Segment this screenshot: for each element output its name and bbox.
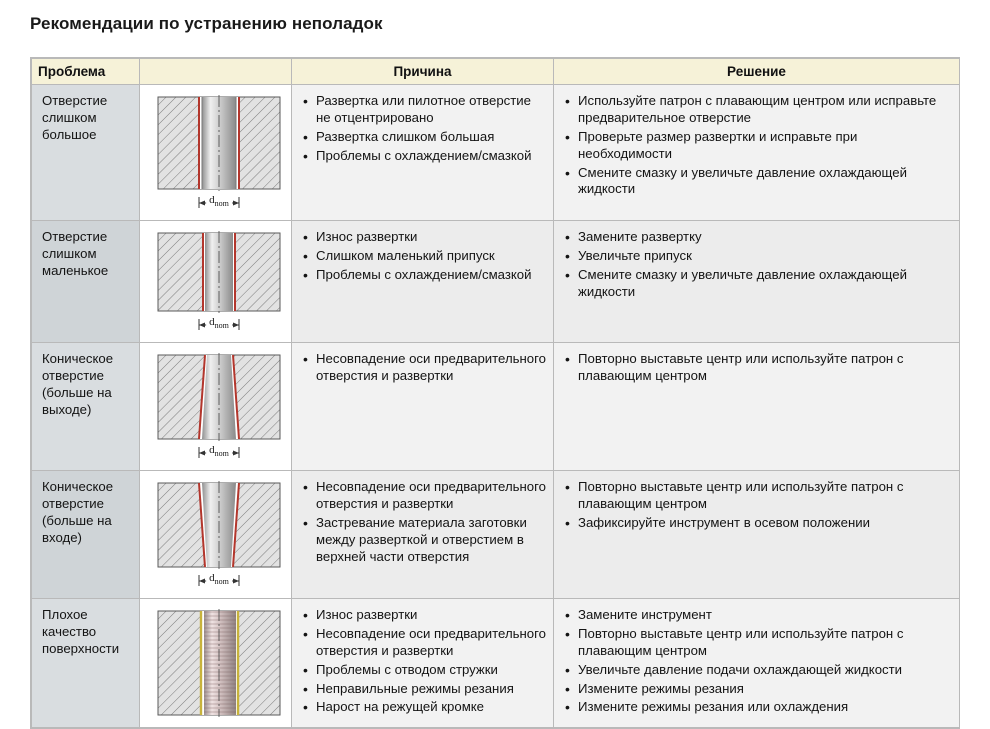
row-problem-label — [32, 221, 140, 343]
taper-wider-at-entry-figure — [150, 479, 288, 590]
list-item: • Проблемы с охлаждением/смазкой — [302, 267, 547, 284]
page-title: Рекомендации по устранению неполадок — [30, 14, 383, 33]
header-solution: Решение — [554, 59, 960, 85]
hole-too-small-figure — [150, 229, 288, 334]
list-item: • Износ развертки — [302, 229, 547, 246]
header-problem: Проблема — [32, 59, 140, 85]
hole-too-large-figure — [150, 93, 288, 212]
row-solutions — [554, 471, 960, 599]
list-item: • Повторно выставьте центр или используйте патрон с плавающим центром — [564, 479, 953, 513]
list-item: • Развертка слишком большая — [302, 129, 547, 146]
problem-text: Отверстие слишком большое — [42, 93, 108, 142]
list-item: • Проблемы с отводом стружки — [302, 662, 547, 679]
table-header-row — [32, 59, 960, 85]
row-solutions — [554, 343, 960, 471]
list-item: • Слишком маленький припуск — [302, 248, 547, 265]
list-item: • Увеличьте давление подачи охлаждающей жидкости — [564, 662, 953, 679]
list-item: • Замените инструмент — [564, 607, 953, 624]
list-item: • Измените режимы резания или охлаждения — [564, 699, 953, 716]
taper-wider-at-exit-figure — [150, 351, 288, 462]
problem-text: Плохое качество поверхности — [42, 607, 120, 656]
list-item: • Повторно выставьте центр или используйте патрон с плавающим центром — [564, 626, 953, 660]
list-item: • Неправильные режимы резания — [302, 681, 547, 698]
row-problem-label — [32, 343, 140, 471]
row-causes — [292, 599, 554, 728]
row-figure — [140, 471, 292, 599]
header-image — [140, 59, 292, 85]
row-figure — [140, 85, 292, 221]
table-row — [32, 471, 960, 599]
row-figure — [140, 221, 292, 343]
list-item: • Несовпадение оси предварительного отверстия и развертки — [302, 479, 547, 513]
list-item: • Застревание материала заготовки между разверткой и отверстием в верхней части отверстия — [302, 515, 547, 566]
list-item: • Нарост на режущей кромке — [302, 699, 547, 716]
problem-text: Отверстие слишком маленькое — [42, 229, 109, 278]
problem-text: Коническое отверстие (больше на входе) — [42, 479, 114, 545]
list-item: • Увеличьте припуск — [564, 248, 953, 265]
list-item: • Используйте патрон с плавающим центром или исправьте предварительное отверстие — [564, 93, 953, 127]
row-problem-label — [32, 599, 140, 728]
row-problem-label — [32, 471, 140, 599]
dimension-dnom — [150, 444, 288, 462]
table-row — [32, 221, 960, 343]
list-item: • Износ развертки — [302, 607, 547, 624]
row-figure — [140, 343, 292, 471]
table-row — [32, 599, 960, 728]
dimension-dnom — [150, 572, 288, 590]
list-item: • Проверьте размер развертки и исправьте при необходимости — [564, 129, 953, 163]
dimension-label: $d_{nom}$ — [206, 571, 232, 587]
list-item: • Смените смазку и увеличьте давление охлаждающей жидкости — [564, 165, 953, 199]
list-item: • Зафиксируйте инструмент в осевом положении — [564, 515, 953, 532]
row-causes — [292, 221, 554, 343]
row-figure — [140, 599, 292, 728]
header-cause: Причина — [292, 59, 554, 85]
list-item: • Смените смазку и увеличьте давление охлаждающей жидкости — [564, 267, 953, 301]
list-item: • Несовпадение оси предварительного отверстия и развертки — [302, 626, 547, 660]
row-causes — [292, 85, 554, 221]
list-item: • Измените режимы резания — [564, 681, 953, 698]
row-solutions — [554, 85, 960, 221]
dimension-dnom — [150, 194, 288, 212]
table-row — [32, 85, 960, 221]
row-solutions — [554, 221, 960, 343]
list-item: • Повторно выставьте центр или используйте патрон с плавающим центром — [564, 351, 953, 385]
dimension-dnom — [150, 316, 288, 334]
row-solutions — [554, 599, 960, 728]
table-row — [32, 343, 960, 471]
list-item: • Несовпадение оси предварительного отверстия и развертки — [302, 351, 547, 385]
list-item: • Развертка или пилотное отверстие не отцентрировано — [302, 93, 547, 127]
row-causes — [292, 343, 554, 471]
dimension-label: $d_{nom}$ — [206, 315, 232, 331]
dimension-label: $d_{nom}$ — [206, 443, 232, 459]
list-item: • Замените развертку — [564, 229, 953, 246]
poor-surface-finish-figure — [150, 607, 288, 719]
row-problem-label — [32, 85, 140, 221]
dimension-label: $d_{nom}$ — [206, 193, 232, 209]
troubleshooting-table — [30, 57, 960, 729]
list-item: • Проблемы с охлаждением/смазкой — [302, 148, 547, 165]
row-causes — [292, 471, 554, 599]
problem-text: Коническое отверстие (больше на выходе) — [42, 351, 114, 417]
